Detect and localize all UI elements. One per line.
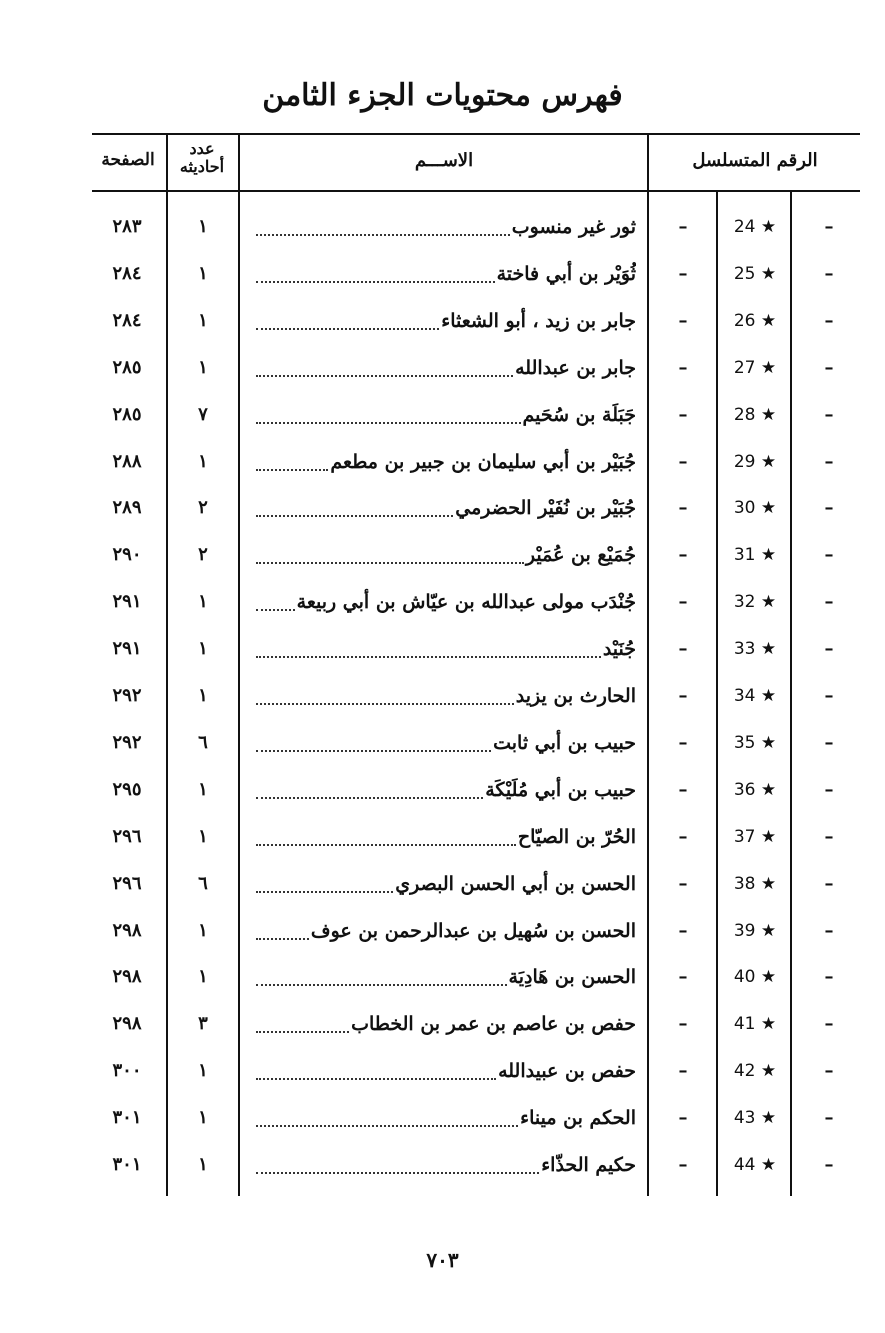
row-serial: 27 ★ <box>733 357 777 378</box>
row-name <box>256 814 636 860</box>
row-dash-outer: – <box>824 450 834 472</box>
row-page: ٢٨٥ <box>112 356 142 378</box>
row-name-text: الحسن بن أبي الحسن البصري <box>395 872 636 895</box>
leader-dots <box>256 1031 349 1033</box>
leader-dots <box>256 703 514 705</box>
row-page: ٢٩٢ <box>112 731 142 753</box>
table-row <box>0 204 885 250</box>
row-count: ٢ <box>198 544 208 566</box>
header-count-line1: عدد <box>189 139 215 158</box>
row-page: ٢٩١ <box>112 638 142 660</box>
row-name-text: جُمَيْع بن عُمَيْر <box>525 544 636 567</box>
row-dash: – <box>678 685 688 706</box>
row-page: ٢٨٥ <box>112 403 142 425</box>
row-dash-outer: – <box>824 778 834 800</box>
row-count: ١ <box>198 356 208 378</box>
row-dash-outer: – <box>824 966 834 988</box>
row-name-text: جابر بن عبدالله <box>515 356 636 379</box>
leader-dots <box>256 328 439 330</box>
row-page: ٣٠٠ <box>112 1060 142 1082</box>
row-name <box>256 720 636 766</box>
row-name-text: ثور غير منسوب <box>511 216 636 238</box>
row-dash: – <box>678 638 688 660</box>
row-page: ٢٩٦ <box>112 825 142 847</box>
row-serial: 33 ★ <box>733 639 777 660</box>
row-serial: 30 ★ <box>733 498 777 519</box>
row-count: ١ <box>198 1107 208 1129</box>
row-dash: – <box>678 497 688 519</box>
row-dash: – <box>678 778 688 800</box>
row-page: ٢٨٤ <box>112 309 142 331</box>
row-count: ١ <box>198 825 208 847</box>
leader-dots <box>256 375 513 377</box>
leader-dots <box>256 1172 539 1174</box>
row-name <box>256 1048 636 1094</box>
row-serial: 28 ★ <box>733 404 777 425</box>
leader-dots <box>256 234 510 236</box>
row-name <box>256 1095 636 1141</box>
table-row <box>0 626 885 672</box>
row-name <box>256 298 636 344</box>
leader-dots <box>256 609 295 611</box>
row-count: ١ <box>198 591 208 613</box>
row-dash: – <box>678 872 688 894</box>
row-name <box>256 1001 636 1047</box>
leader-dots <box>256 844 516 846</box>
row-name-text: جُبَيْر بن أبي سليمان بن جبير بن مطعم <box>330 450 636 473</box>
row-dash: – <box>678 309 688 331</box>
row-dash-outer: – <box>824 731 834 753</box>
row-name-text: حكيم الحذّاء <box>541 1154 636 1176</box>
row-dash-outer: – <box>824 591 834 613</box>
row-dash-outer: – <box>824 825 834 847</box>
row-dash: – <box>678 450 688 472</box>
row-page: ٢٩٥ <box>112 778 142 800</box>
table-row <box>0 251 885 297</box>
row-dash-outer: – <box>824 1107 834 1129</box>
row-dash: – <box>678 1013 688 1035</box>
header-count-line2: أحاديثه <box>179 157 225 176</box>
leader-dots <box>256 1078 496 1080</box>
row-serial: 37 ★ <box>733 826 777 847</box>
row-count: ١ <box>198 1154 208 1175</box>
header-page: الصفحة <box>101 150 155 170</box>
row-dash: – <box>678 731 688 753</box>
row-name <box>256 392 636 438</box>
leader-dots <box>256 750 491 752</box>
row-serial: 32 ★ <box>733 592 777 613</box>
row-name <box>256 767 636 813</box>
row-name-text: جَبَلَة بن سُحَيم <box>522 403 636 426</box>
row-serial: 39 ★ <box>733 920 777 941</box>
row-name <box>256 954 636 1000</box>
leader-dots <box>256 562 524 564</box>
row-count: ١ <box>198 685 208 706</box>
leader-dots <box>256 422 521 424</box>
row-count: ١ <box>198 262 208 284</box>
row-dash: – <box>678 1154 688 1175</box>
row-name <box>256 345 636 391</box>
row-name-text: جُبَيْر بن نُفَيْر الحضرمي <box>455 497 636 520</box>
leader-dots <box>256 891 393 893</box>
row-name <box>256 908 636 954</box>
table-row <box>0 439 885 485</box>
row-name-text: الحارث بن يزيد <box>515 685 636 707</box>
leader-dots <box>256 515 453 517</box>
row-name-text: ثُوَيْر بن أبي فاختة <box>496 262 636 285</box>
row-count: ٦ <box>198 872 208 894</box>
page-title: فهرس محتويات الجزء الثامن <box>262 78 623 113</box>
row-name-text: جابر بن زيد ، أبو الشعثاء <box>441 309 636 332</box>
row-dash: – <box>678 544 688 566</box>
row-name-text: حفص بن عبيدالله <box>498 1060 636 1083</box>
table-row <box>0 720 885 766</box>
row-count: ٣ <box>198 1013 208 1035</box>
table-row <box>0 673 885 719</box>
page-number: ٧٠٣ <box>426 1248 459 1272</box>
row-name <box>256 251 636 297</box>
leader-dots <box>256 469 328 471</box>
table-row <box>0 1142 885 1188</box>
row-dash-outer: – <box>824 497 834 519</box>
row-name-text: الحكم بن ميناء <box>520 1107 636 1130</box>
row-page: ٢٩٨ <box>112 966 142 988</box>
row-count: ٧ <box>198 403 208 425</box>
row-dash-outer: – <box>824 919 834 941</box>
row-page: ٢٩١ <box>112 591 142 613</box>
row-serial: 25 ★ <box>733 263 777 284</box>
row-serial: 36 ★ <box>733 779 777 800</box>
row-dash-outer: – <box>824 1154 834 1175</box>
row-page: ٢٨٨ <box>112 450 142 472</box>
row-dash-outer: – <box>824 1060 834 1082</box>
row-dash: – <box>678 216 688 237</box>
row-serial: 29 ★ <box>733 451 777 472</box>
row-serial: 41 ★ <box>733 1014 777 1035</box>
table-row <box>0 579 885 625</box>
row-dash: – <box>678 1060 688 1082</box>
row-count: ١ <box>198 966 208 988</box>
row-name <box>256 673 636 719</box>
row-count: ١ <box>198 450 208 472</box>
row-name-text: جُنْدَب مولى عبدالله بن عيّاش بن أبي ربيعة <box>296 591 636 614</box>
table-row <box>0 1048 885 1094</box>
row-serial: 24 ★ <box>733 217 777 237</box>
row-name-text: الحُرّ بن الصيّاح <box>517 825 636 848</box>
row-serial: 35 ★ <box>733 732 777 753</box>
table-row <box>0 1001 885 1047</box>
row-dash-outer: – <box>824 356 834 378</box>
row-page: ٣٠١ <box>112 1107 142 1129</box>
row-dash: – <box>678 919 688 941</box>
table-row <box>0 767 885 813</box>
row-dash-outer: – <box>824 262 834 284</box>
row-dash: – <box>678 966 688 988</box>
row-count: ٦ <box>198 731 208 753</box>
row-name-text: حفص بن عاصم بن عمر بن الخطاب <box>351 1013 636 1036</box>
row-name <box>256 439 636 485</box>
row-serial: 31 ★ <box>733 545 777 566</box>
row-dash-outer: – <box>824 309 834 331</box>
row-dash: – <box>678 825 688 847</box>
row-dash: – <box>678 356 688 378</box>
row-page: ٢٨٩ <box>112 497 142 519</box>
row-serial: 42 ★ <box>733 1061 777 1082</box>
row-count: ١ <box>198 919 208 941</box>
row-name-text: حبيب بن أبي مُلَيْكَة <box>485 778 636 801</box>
row-serial: 38 ★ <box>733 873 777 894</box>
row-count: ١ <box>198 778 208 800</box>
table-row <box>0 861 885 907</box>
row-dash: – <box>678 262 688 284</box>
row-page: ٢٩٢ <box>112 685 142 706</box>
row-count: ٢ <box>198 497 208 519</box>
row-name <box>256 861 636 907</box>
leader-dots <box>256 1125 518 1127</box>
table-row <box>0 1095 885 1141</box>
row-name-text: حبيب بن أبي ثابت <box>493 731 636 754</box>
row-page: ٢٩٨ <box>112 1013 142 1035</box>
row-name <box>256 532 636 578</box>
row-dash-outer: – <box>824 1013 834 1035</box>
table-row <box>0 954 885 1000</box>
table-top-rule <box>92 133 860 135</box>
row-count: ١ <box>198 309 208 331</box>
row-dash-outer: – <box>824 872 834 894</box>
table-row <box>0 345 885 391</box>
row-dash-outer: – <box>824 685 834 706</box>
row-count: ١ <box>198 638 208 660</box>
row-name <box>256 1142 636 1188</box>
row-dash: – <box>678 403 688 425</box>
row-name <box>256 204 636 250</box>
row-page: ٢٩٦ <box>112 872 142 894</box>
row-page: ٢٨٤ <box>112 262 142 284</box>
header-name: الاســـم <box>414 150 474 171</box>
row-dash-outer: – <box>824 403 834 425</box>
row-page: ٢٨٣ <box>112 216 142 237</box>
table-row <box>0 814 885 860</box>
row-page: ٢٩٨ <box>112 919 142 941</box>
row-page: ٣٠١ <box>112 1154 142 1175</box>
row-name <box>256 626 636 672</box>
table-row <box>0 298 885 344</box>
table-row <box>0 532 885 578</box>
row-serial: 40 ★ <box>733 967 777 988</box>
row-dash-outer: – <box>824 544 834 566</box>
table-header-rule <box>92 190 860 192</box>
table-row <box>0 392 885 438</box>
row-name-text: الحسن بن هَادِيَة <box>508 966 636 989</box>
row-serial: 44 ★ <box>733 1155 777 1175</box>
row-name <box>256 485 636 531</box>
row-dash: – <box>678 1107 688 1129</box>
row-count: ١ <box>198 1060 208 1082</box>
row-page: ٢٩٠ <box>112 544 142 566</box>
leader-dots <box>256 938 309 940</box>
row-dash: – <box>678 591 688 613</box>
table-row <box>0 485 885 531</box>
header-serial: الرقم المتسلسل <box>692 150 818 171</box>
header-count <box>166 140 238 176</box>
row-serial: 26 ★ <box>733 310 777 331</box>
leader-dots <box>256 281 495 283</box>
leader-dots <box>256 797 483 799</box>
leader-dots <box>256 656 601 658</box>
leader-dots <box>256 984 507 986</box>
row-serial: 43 ★ <box>733 1108 777 1129</box>
row-serial: 34 ★ <box>733 686 777 706</box>
row-name <box>256 579 636 625</box>
row-dash-outer: – <box>824 216 834 237</box>
table-row <box>0 908 885 954</box>
row-name-text: الحسن بن سُهيل بن عبدالرحمن بن عوف <box>310 919 636 942</box>
row-dash-outer: – <box>824 638 834 660</box>
row-name-text: جُنَيْد <box>602 638 636 661</box>
row-count: ١ <box>198 216 208 237</box>
